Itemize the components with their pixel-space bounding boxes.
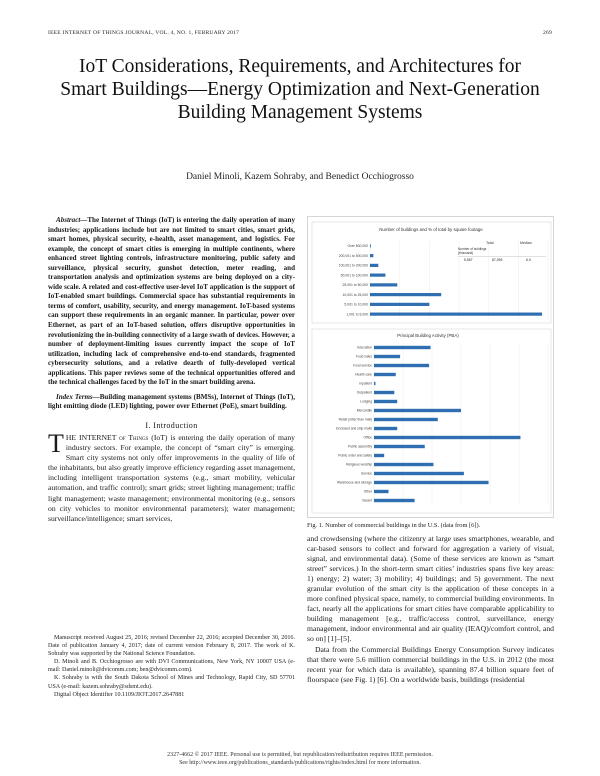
- chart-1-category-label: 50,001 to 100,000: [340, 273, 368, 278]
- right-paragraph-1: and crowdsensing (where the citizenry at large uses smartphones, wearable, and car-based sensors to collect and forward for aggregation a variety of visual, signal, and environmental data). (Some of these services are known as “smart street” services.) In the short-term smart cities’ industries spans five key areas: 1) energy; 2) water; 3) mobility; 4) buildings; and 5) government. The next granular evolution of the smart city is the application of these concepts in a more confined physical space, namely, to commercial building environments. In fact, nearly all the applications for smart cities have comparable applicability to building management [e.g., traffic/access control, surveillance, energy management, indoor environmental and air quality (IEAQ)/comfort control, and so on] [1]–[5].: [307, 533, 554, 644]
- paper-title: IoT Considerations, Requirements, and Architectures for Smart Buildings—Energy Optimization and Next-Generation Building Management Systems: [60, 56, 540, 123]
- chart-2-category-label: Public assembly: [348, 444, 372, 449]
- chart-2-bar: [374, 472, 464, 475]
- inset-table-header: Median: [520, 241, 532, 245]
- chart-2-bar: [374, 454, 384, 457]
- chart-2-bar: [374, 427, 397, 430]
- intro-lead: HE INTERNET of Things: [65, 432, 149, 442]
- intro-text: (IoT) is entering the daily operation of many industry sectors. For example, the concept of “smart city” is emerging. Smart city systems not only offer improvements in the quality of life of the inhabitants, but also greatly improve efficiency regarding asset management, including intelligent transportation systems (e.g., smart mobility, vehicular automation, and traffic control); smart grids; street lighting management; traffic light management; waste management; environmental monitoring (e.g., sensors on city vehicles to monitor environmental parameters); water management; surveillance/intelligence; smart services,: [48, 432, 295, 523]
- chart-1-category-label: 100,001 to 200,000: [338, 263, 368, 268]
- page-number: 269: [543, 30, 552, 36]
- footnotes: [48, 634, 295, 699]
- footnote-affiliation-2: K. Sohraby is with the South Dakota School of Mines and Technology, Rapid City, SD 57701 USA (e-mail: kazem.sohraby@sdsmt.edu).: [48, 675, 295, 690]
- chart-2-bar: [374, 400, 397, 403]
- chart-2-title: Principal Building Activity (PBA): [397, 333, 459, 338]
- right-body: [307, 534, 554, 685]
- chart-2-category-label: Other: [363, 489, 372, 494]
- chart-1-category-label: 5,001 to 10,000: [344, 302, 368, 307]
- chart-1-bar: [370, 293, 441, 296]
- chart-2-category-label: Food service: [353, 363, 372, 368]
- chart-2-category-label: Lodging: [360, 399, 372, 404]
- index-terms: [48, 393, 295, 412]
- author-list: Daniel Minoli, Kazem Sohraby, and Benedict Occhiogrosso: [186, 172, 414, 182]
- chart-1-bar: [370, 274, 385, 277]
- chart-2-bar: [374, 355, 400, 358]
- drop-cap: T: [48, 428, 64, 458]
- chart-2-category-label: Enclosed and strip malls: [336, 426, 372, 431]
- chart-2-category-label: Vacant: [361, 498, 372, 503]
- chart-2-category-label: Education: [357, 345, 372, 350]
- chart-2-bar: [374, 346, 431, 349]
- chart-2-bar: [374, 382, 375, 385]
- journal-name: IEEE INTERNET OF THINGS JOURNAL, VOL. 4, NO. 1, FEBRUARY 2017: [48, 30, 240, 36]
- index-terms-label: Index Terms—: [56, 392, 100, 401]
- figure-caption: Fig. 1. Number of commercial buildings in the U.S. (data from [6]).: [307, 522, 481, 529]
- right-paragraph-2: Data from the Commercial Buildings Energy Consumption Survey indicates that there were 5.6 million commercial buildings in the U.S. in 2012 (the most recent year for which data is available), spanning 87.4 billion square feet of floorspace (see Fig. 1) [6]. On a worldwide basis, buildings (residential: [307, 644, 554, 684]
- inset-table-header: Total: [486, 241, 494, 245]
- chart-2-bar: [374, 445, 425, 448]
- chart-2-category-label: Food sales: [355, 354, 372, 359]
- chart-1-category-label: Over 500,000: [347, 244, 368, 249]
- chart-2-category-label: Retail (other than mall): [338, 417, 372, 422]
- copyright-line: 2327-4662 © 2017 IEEE. Personal use is permitted, but republication/redistribution requires IEEE permission.: [167, 752, 433, 758]
- right-column: [307, 216, 554, 685]
- index-terms-text: Building management systems (BMSs), Internet of Things (IoT), light emitting diode (LED) lighting, power over Ethernet (PoE), smart building.: [48, 392, 295, 411]
- chart-1-title: Number of buildings and % of total by square footage: [379, 227, 483, 232]
- chart-1-bar: [370, 313, 542, 316]
- chart-2-bar: [374, 481, 489, 484]
- chart-1-bar: [370, 244, 371, 247]
- chart-2-category-label: Outpatient: [356, 390, 372, 395]
- chart-1-category-label: 10,001 to 25,000: [342, 292, 368, 297]
- chart-2-bar: [374, 373, 396, 376]
- chart-1-bar: [370, 264, 378, 267]
- footnote-manuscript: Manuscript received August 25, 2016; revised December 22, 2016; accepted December 30, 2016. Date of publication January 4, 2017; date of current version February 8, 2017. The work of K. Sohraby was supported by the National Science Foundation.: [48, 635, 295, 658]
- inset-table-row-label: (thousand): [458, 251, 474, 255]
- chart-2-category-label: Office: [363, 435, 372, 440]
- chart-2-category-label: Inpatient: [359, 381, 372, 386]
- intro-paragraph: [48, 428, 295, 524]
- chart-1-category-label: 1,001 to 5,000: [346, 312, 368, 317]
- page-footer: [48, 752, 552, 767]
- inset-table-cell: 5,557: [464, 258, 473, 262]
- footnote-doi: Digital Object Identifier 10.1109/JIOT.2017.2647881: [54, 691, 185, 698]
- figure-1: [307, 216, 554, 518]
- section-heading: I. Introduction: [145, 420, 198, 430]
- chart-2-category-label: Warehouse and storage: [336, 480, 372, 485]
- chart-1-bar: [370, 303, 429, 306]
- inset-table-cell: 87,093: [492, 258, 503, 262]
- footnote-affiliation-1: D. Minoli and B. Occhiogrosso are with DVI Communications, New York, NY 10007 USA (e-mail: Daniel.minoli@dvicomm.com; ben@dvicomm.com).: [48, 659, 295, 674]
- running-header: [48, 30, 552, 40]
- chart-2-category-label: Public order and safety: [338, 453, 372, 458]
- rights-link-line: See http://www.ieee.org/publications_standards/publications/rights/index.html for more information.: [179, 759, 421, 766]
- chart-1-category-label: 200,001 to 500,000: [338, 253, 368, 258]
- chart-1-bar: [370, 254, 373, 257]
- abstract-text: The Internet of Things (IoT) is entering the daily operation of many industries; applications include but are not limited to smart cities, smart grids, smart homes, physical security, e-health, asset management, and logistics. For example, the concept of smart cities is emerging in multiple continents, where enhanced street lighting controls, infrastructure monitoring, public safety and surveillance, physical security, gunshot detection, meter reading, and transportation analysis and optimization systems are being deployed on a city-wide scale. A related and cost-effective user-level IoT application is the support of IoT-enabled smart buildings. Commercial space has substantial requirements in terms of comfort, usability, security, and energy management. IoT-based systems can support these requirements in an organic manner. In particular, power over Ethernet, as part of an IoT-based solution, offers disruptive opportunities in revolutionizing the in-building connectivity of a large swath of devices. However, a number of deployment-limiting issues currently impact the scope of IoT utilization, including lack of comprehensive end-to-end standards, fragmented cybersecurity solutions, and a relative dearth of fully-developed vertical applications. This paper reviews some of the technical opportunities offered and the technical challenges faced by the IoT in the smart building arena.: [48, 216, 295, 387]
- abstract: [48, 216, 295, 388]
- chart-2-bar: [374, 409, 461, 412]
- chart-2-category-label: Mercantile: [356, 408, 372, 413]
- chart-2-bar: [374, 436, 520, 439]
- chart-1-bar: [370, 283, 397, 286]
- left-column: [48, 216, 295, 524]
- chart-2-bar: [374, 490, 389, 493]
- chart-2-category-label: Service: [361, 471, 372, 476]
- chart-1-category-label: 25,001 to 50,000: [342, 283, 368, 288]
- abstract-label: Abstract—: [56, 216, 88, 224]
- chart-2-bar: [374, 499, 415, 502]
- chart-2-bar: [374, 391, 394, 394]
- figure-1-chart: [308, 217, 555, 519]
- chart-2-bar: [374, 418, 438, 421]
- inset-table-cell: 6.0: [526, 258, 531, 262]
- inset-table-row-label: Number of buildings: [458, 247, 487, 251]
- chart-2-category-label: Religious worship: [346, 462, 372, 467]
- chart-2-category-label: Health care: [355, 372, 372, 377]
- chart-2-bar: [374, 364, 429, 367]
- chart-2-bar: [374, 463, 433, 466]
